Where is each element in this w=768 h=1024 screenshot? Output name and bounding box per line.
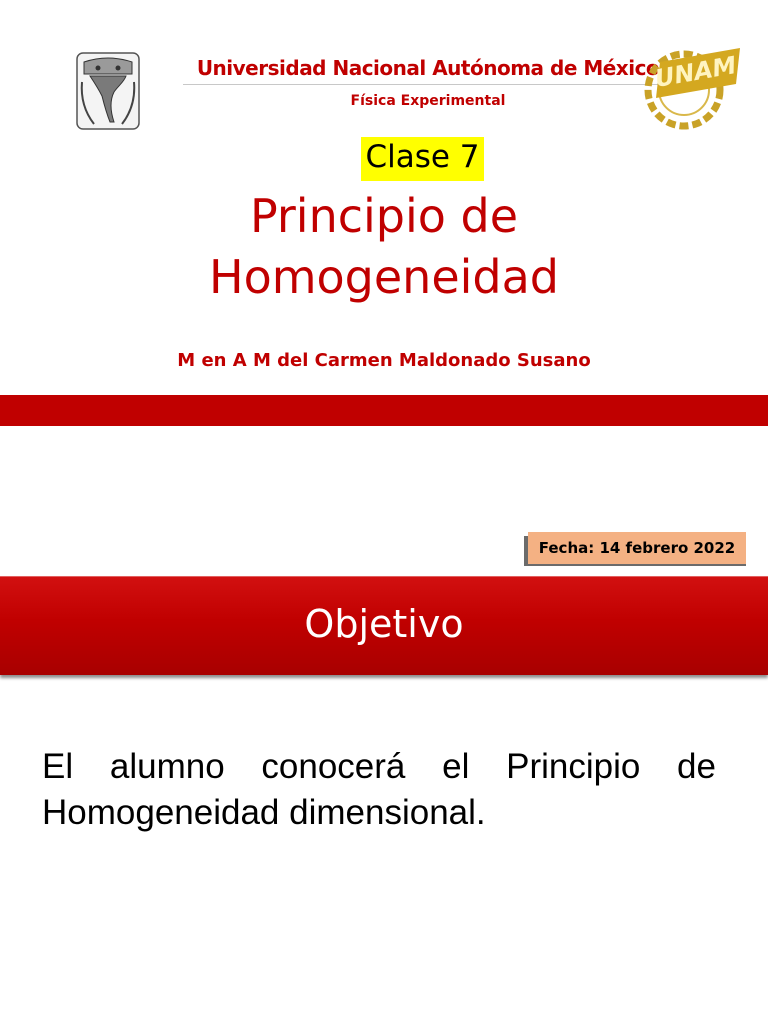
title-line-2: Homogeneidad [208, 250, 559, 304]
objective-heading: Objetivo [304, 602, 464, 646]
university-name: Universidad Nacional Autónoma de México [196, 56, 660, 80]
title-line-1: Principio de [249, 189, 519, 243]
unam-gold-seal-icon [640, 40, 744, 130]
objective-text: El alumno conocerá el Principio de Homogeneidad dimensional. [42, 747, 716, 832]
header-rule [183, 84, 663, 85]
class-number-label: Clase 7 [361, 137, 484, 181]
seal-text: UNAM [652, 51, 739, 93]
author-name: M en A M del Carmen Maldonado Susano [177, 350, 591, 371]
date-tag: Fecha: 14 febrero 2022 [528, 532, 746, 564]
unam-crest-icon [76, 52, 140, 130]
presentation-title [40, 186, 728, 308]
red-divider-band [0, 395, 768, 426]
subject-name: Física Experimental [350, 93, 506, 109]
